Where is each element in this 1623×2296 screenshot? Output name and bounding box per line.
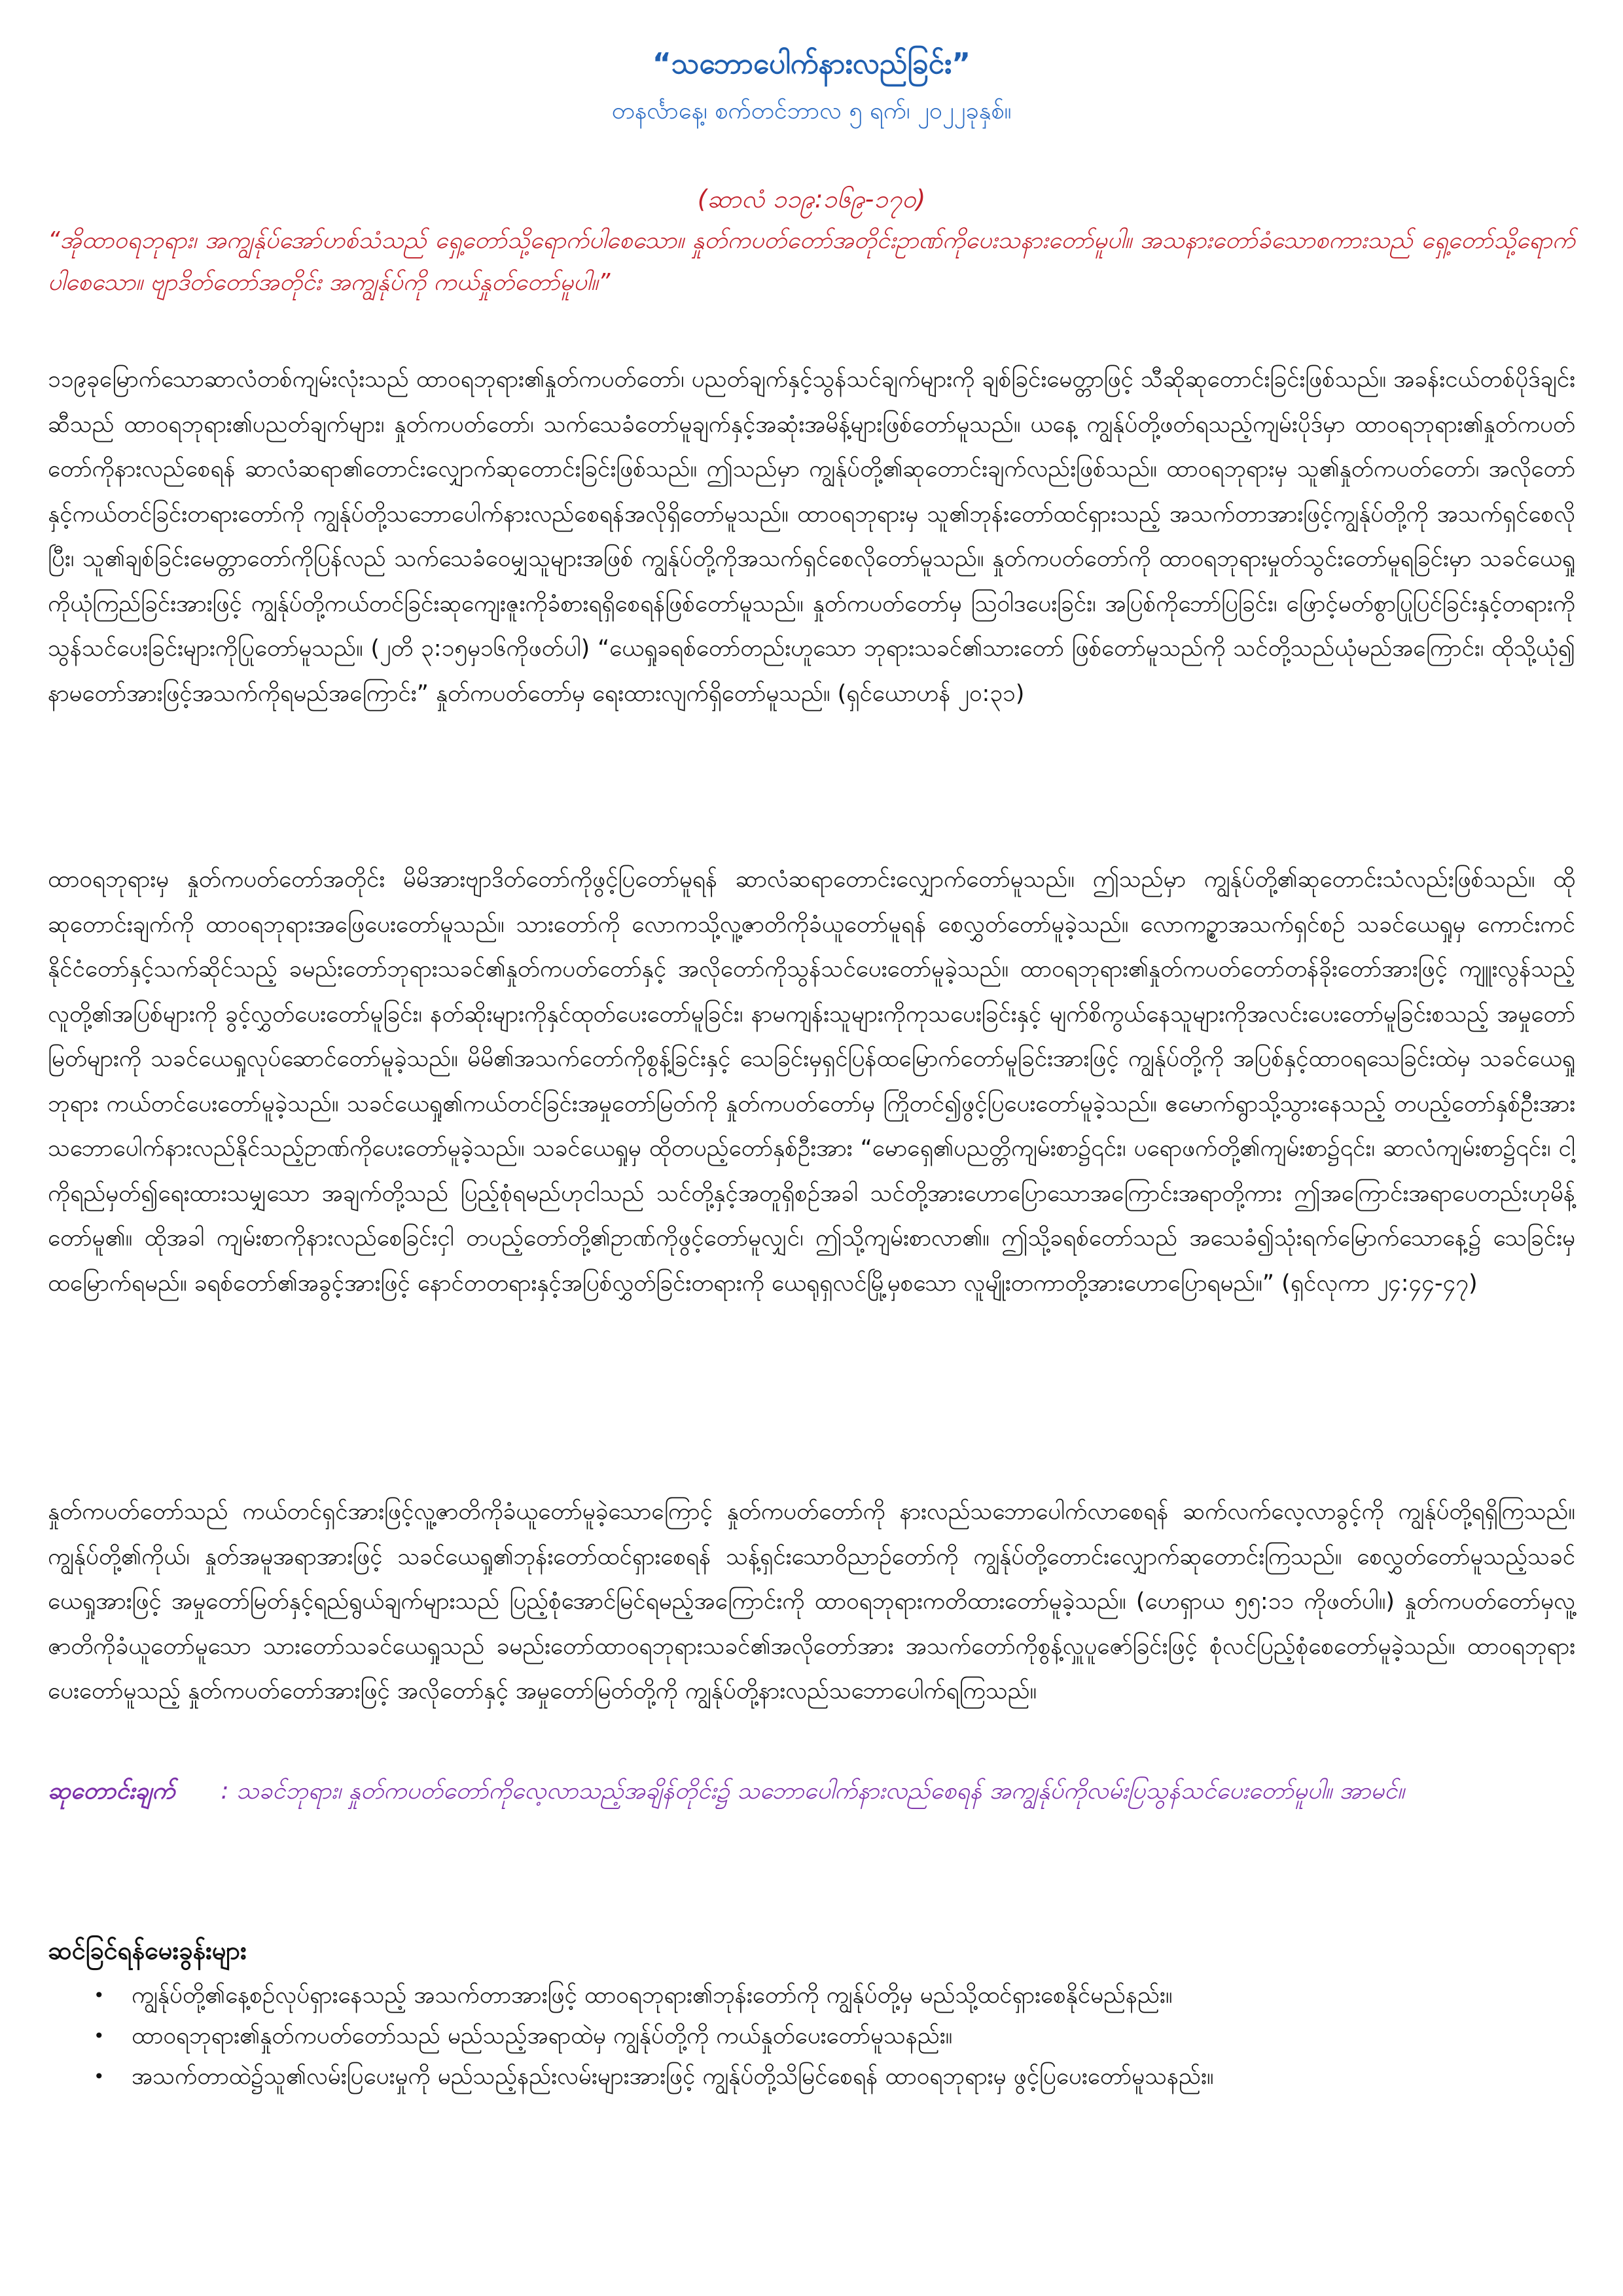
- question-text: အသက်တာထဲ၌သူ၏လမ်းပြပေးမှုကို မည်သည့်နည်းလမ်းများအားဖြင့် ကျွန်ုပ်တို့သိမြင်စေရန် ထာဝရဘုရားမှ ဖွင့်ပြပေးတော်မူသနည်း။: [132, 2064, 1214, 2090]
- bullet-icon: •: [94, 1984, 105, 2006]
- question-item: [48, 1975, 1575, 2016]
- bullet-icon: •: [94, 2025, 105, 2047]
- verse-reference: (ဆာလံ ၁၁၉:၁၆၉-၁၇၀): [697, 185, 926, 213]
- question-item: [48, 2016, 1575, 2056]
- document-title: “သဘောပေါက်နားလည်ခြင်း”: [652, 47, 971, 81]
- bullet-icon: •: [94, 2066, 105, 2087]
- questions-heading: ဆင်ခြင်ရန်မေးခွန်းများ: [48, 1936, 247, 1965]
- prayer-label: ဆုတောင်းချက်: [48, 1778, 175, 1804]
- body-paragraph-1: ၁၁၉ခုမြောက်သောဆာလံတစ်ကျမ်းလုံးသည် ထာဝရဘုရား၏နှုတ်ကပတ်တော်၊ ပညတ်ချက်နှင့်သွန်သင်ချက်များကို ချစ်ခြင်းမေတ္တာဖြင့် သီဆိုဆုတောင်းခြင်းဖြစ်သည်။ အခန်းငယ်တစ်ပိုဒ်ချင်းဆီသည် ထာဝရဘုရား၏ပညတ်ချက်များ၊ နှုတ်ကပတ်တော်၊ သက်သေခံတော်မူချက်နှင့်အဆုံးအမိန့်များဖြစ်တော်မူသည်။ ယနေ့ ကျွန်ုပ်တို့ဖတ်ရသည့်ကျမ်းပိုဒ်မှာ ထာဝရဘုရား၏နှုတ်ကပတ်တော်ကိုနားလည်စေရန် ဆာလံဆရာ၏တောင်းလျှောက်ဆုတောင်းခြင်းဖြစ်သည်။ ဤသည်မှာ ကျွန်ုပ်တို့၏ဆုတောင်းချက်လည်းဖြစ်သည်။ ထာဝရဘုရားမှ သူ၏နှုတ်ကပတ်တော်၊ အလိုတော်နှင့်ကယ်တင်ခြင်းတရားတော်ကို ကျွန်ုပ်တို့သဘောပေါက်နားလည်စေရန်အလိုရှိတော်မူသည်။ ထာဝရဘုရားမှ သူ၏ဘုန်းတော်ထင်ရှားသည့် အသက်တာအားဖြင့်ကျွန်ုပ်တို့ကို အသက်ရှင်စေလိုပြီး၊ သူ၏ချစ်ခြင်းမေတ္တာတော်ကိုပြန်လည် သက်သေခံဝေမျှသူများအဖြစ် ကျွန်ုပ်တို့ကိုအသက်ရှင်စေလိုတော်မူသည်။ နှုတ်ကပတ်တော်ကို ထာဝရဘုရားမှုတ်သွင်းတော်မူရခြင်းမှာ သခင်ယေရှုကိုယုံကြည်ခြင်းအားဖြင့် ကျွန်ုပ်တို့ကယ်တင်ခြင်းဆုကျေးဇူးကိုခံစားရရှိစေရန်ဖြစ်တော်မူသည်။ နှုတ်ကပတ်တော်မှ ဩဝါဒပေးခြင်း၊ အပြစ်ကိုဘော်ပြခြင်း၊ ဖြောင့်မတ်စွာပြုပြင်ခြင်းနှင့်တရားကိုသွန်သင်ပေးခြင်းများကိုပြုတော်မူသည်။ (၂တိ ၃:၁၅မှ၁၆ကိုဖတ်ပါ) “ယေရှုခရစ်တော်တည်းဟူသော ဘုရားသခင်၏သားတော် ဖြစ်တော်မူသည်ကို သင်တို့သည်ယုံမည်အကြောင်း၊ ထိုသို့ယုံ၍ နာမတော်အားဖြင့်အသက်ကိုရမည်အကြောင်း” နှုတ်ကပတ်တော်မှ ရေးထားလျက်ရှိတော်မူသည်။ (ရှင်ယောဟန် ၂၀:၃၁): [48, 367, 1575, 707]
- prayer-text: : သခင်ဘုရား၊ နှုတ်ကပတ်တော်ကိုလေ့လာသည့်အချိန်တိုင်း၌ သဘောပေါက်နားလည်စေရန် အကျွန်ုပ်ကိုလမ်းပြသွန်သင်ပေးတော်မူပါ။ အာမင်။: [221, 1778, 1404, 1804]
- question-text: ကျွန်ုပ်တို့၏နေ့စဉ်လုပ်ရှားနေသည့် အသက်တာအားဖြင့် ထာဝရဘုရား၏ဘုန်းတော်ကို ကျွန်ုပ်တို့မှ မည်သို့ထင်ရှားစေနိုင်မည်နည်း။: [132, 1982, 1173, 2009]
- body-paragraph-2: ထာဝရဘုရားမှ နှုတ်ကပတ်တော်အတိုင်း မိမိအားဗျာဒိတ်တော်ကိုဖွင့်ပြတော်မူရန် ဆာလံဆရာတောင်းလျှောက်တော်မူသည်။ ဤသည်မှာ ကျွန်ုပ်တို့၏ဆုတောင်းသံလည်းဖြစ်သည်။ ထိုဆုတောင်းချက်ကို ထာဝရဘုရားအဖြေပေးတော်မူသည်။ သားတော်ကို လောကသို့လူ့ဇာတိကိုခံယူတော်မူရန် စေလွှတ်တော်မူခဲ့သည်။ လောကဥ္စာအသက်ရှင်စဉ် သခင်ယေရှုမှ ကောင်းကင်နိုင်ငံတော်နှင့်သက်ဆိုင်သည့် ခမည်းတော်ဘုရားသခင်၏နှုတ်ကပတ်တော်နှင့် အလိုတော်ကိုသွန်သင်ပေးတော်မူခဲ့သည်။ ထာဝရဘုရား၏နှုတ်ကပတ်တော်တန်ခိုးတော်အားဖြင့် ကျူးလွန်သည့်လူတို့၏အပြစ်များကို ခွင့်လွှတ်ပေးတော်မူခြင်း၊ နတ်ဆိုးများကိုနှင်ထုတ်ပေးတော်မူခြင်း၊ နာမကျန်းသူများကိုကုသပေးခြင်းနှင့် မျက်စိကွယ်နေသူများကိုအလင်းပေးတော်မူခြင်းစသည့် အမှုတော်မြတ်များကို သခင်ယေရှုလုပ်ဆောင်တော်မူခဲ့သည်။ မိမိ၏အသက်တော်ကိုစွန့်ခြင်းနှင့် သေခြင်းမှရှင်ပြန်ထမြောက်တော်မူခြင်းအားဖြင့် ကျွန်ုပ်တို့ကို အပြစ်နှင့်ထာဝရသေခြင်းထဲမှ သခင်ယေရှုဘုရား ကယ်တင်ပေးတော်မူခဲ့သည်။ သခင်ယေရှု၏ကယ်တင်ခြင်းအမှုတော်မြတ်ကို နှုတ်ကပတ်တော်မှ ကြိုတင်၍ဖွင့်ပြပေးတော်မူခဲ့သည်။ ဧမောက်ရွာသို့သွားနေသည့် တပည့်တော်နှစ်ဦးအား သဘောပေါက်နားလည်နိုင်သည့်ဥာဏ်ကိုပေးတော်မူခဲ့သည်။ သခင်ယေရှုမှ ထိုတပည့်တော်နှစ်ဦးအား “မောရှေ၏ပညတ္တိကျမ်းစာ၌၎င်း၊ ပရောဖက်တို့၏ကျမ်းစာ၌၎င်း၊ ဆာလံကျမ်းစာ၌၎င်း၊ ငါ့ကိုရည်မှတ်၍ရေးထားသမျှသော အချက်တို့သည် ပြည့်စုံရမည်ဟုငါသည် သင်တို့နှင့်အတူရှိစဉ်အခါ သင်တို့အားဟောပြောသောအကြောင်းအရာတို့ကား ဤအကြောင်းအရာပေတည်းဟုမိန့်တော်မူ၏။ ထိုအခါ ကျမ်းစာကိုနားလည်စေခြင်းငှါ တပည့်တော်တို့၏ဥာဏ်ကိုဖွင့်တော်မူလျှင်၊ ဤသို့ကျမ်းစာလာ၏။ ဤသို့ခရစ်တော်သည် အသေခံ၍သုံးရက်မြောက်သောနေ့၌ သေခြင်းမှထမြောက်ရမည်။ ခရစ်တော်၏အခွင့်အားဖြင့် နောင်တတရားနှင့်အပြစ်လွှတ်ခြင်းတရားကို ယေရုရှလင်မြို့မှစသော လူမျိုးတကာတို့အားဟောပြောရမည်။” (ရှင်လုကာ ၂၄:၄၄-၄၇): [48, 867, 1575, 1297]
- document-date: တနင်္လာနေ့၊ စက်တင်ဘာလ ၅ ရက်၊ ၂၀၂၂ခုနှစ်။: [611, 98, 1012, 124]
- questions-list: [48, 1975, 1575, 2097]
- prayer-block: [48, 1770, 1575, 1812]
- question-item: [48, 2056, 1575, 2097]
- question-text: ထာဝရဘုရား၏နှုတ်ကပတ်တော်သည် မည်သည့်အရာထဲမှ ကျွန်ုပ်တို့ကို ကယ်နှုတ်ပေးတော်မူသနည်း။: [132, 2023, 953, 2049]
- verse-text: “အိုထာဝရဘုရား၊ အကျွန်ုပ်အော်ဟစ်သံသည် ရှေ့တော်သို့ရောက်ပါစေသော။ နှုတ်ကပတ်တော်အတိုင်းဥာဏ်ကိုပေးသနားတော်မူပါ။ အသနားတော်ခံသောစကားသည် ရှေ့တော်သို့ရောက်ပါစေသော။ ဗျာဒိတ်တော်အတိုင်း အကျွန်ုပ်ကို ကယ်နှုတ်တော်မူပါ။”: [48, 227, 1575, 296]
- body-paragraph-3: နှုတ်ကပတ်တော်သည် ကယ်တင်ရှင်အားဖြင့်လူ့ဇာတိကိုခံယူတော်မူခဲ့သောကြောင့် နှုတ်ကပတ်တော်ကို နားလည်သဘောပေါက်လာစေရန် ဆက်လက်လေ့လာခွင့်ကို ကျွန်ုပ်တို့ရရှိကြသည်။ ကျွန်ုပ်တို့၏ကိုယ်၊ နှုတ်အမူအရာအားဖြင့် သခင်ယေရှု၏ဘုန်းတော်ထင်ရှားစေရန် သန့်ရှင်းသောဝိညာဉ်တော်ကို ကျွန်ုပ်တို့တောင်းလျှောက်ဆုတောင်းကြသည်။ စေလွှတ်တော်မူသည့်သခင်ယေရှုအားဖြင့် အမှုတော်မြတ်နှင့်ရည်ရွယ်ချက်များသည် ပြည့်စုံအောင်မြင်ရမည့်အကြောင်းကို ထာဝရဘုရားကတိထားတော်မူခဲ့သည်။ (ဟေရှာယ ၅၅:၁၁ ကိုဖတ်ပါ။) နှုတ်ကပတ်တော်မှလူ့ဇာတိကိုခံယူတော်မူသော သားတော်သခင်ယေရှုသည် ခမည်းတော်ထာဝရဘုရားသခင်၏အလိုတော်အား အသက်တော်ကိုစွန့်လှူပူဇော်ခြင်းဖြင့် စုံလင်ပြည့်စုံစေတော်မူခဲ့သည်။ ထာဝရဘုရားပေးတော်မူသည့် နှုတ်ကပတ်တော်အားဖြင့် အလိုတော်နှင့် အမှုတော်မြတ်တို့ကို ကျွန်ုပ်တို့နားလည်သဘောပေါက်ရကြသည်။: [48, 1499, 1575, 1704]
